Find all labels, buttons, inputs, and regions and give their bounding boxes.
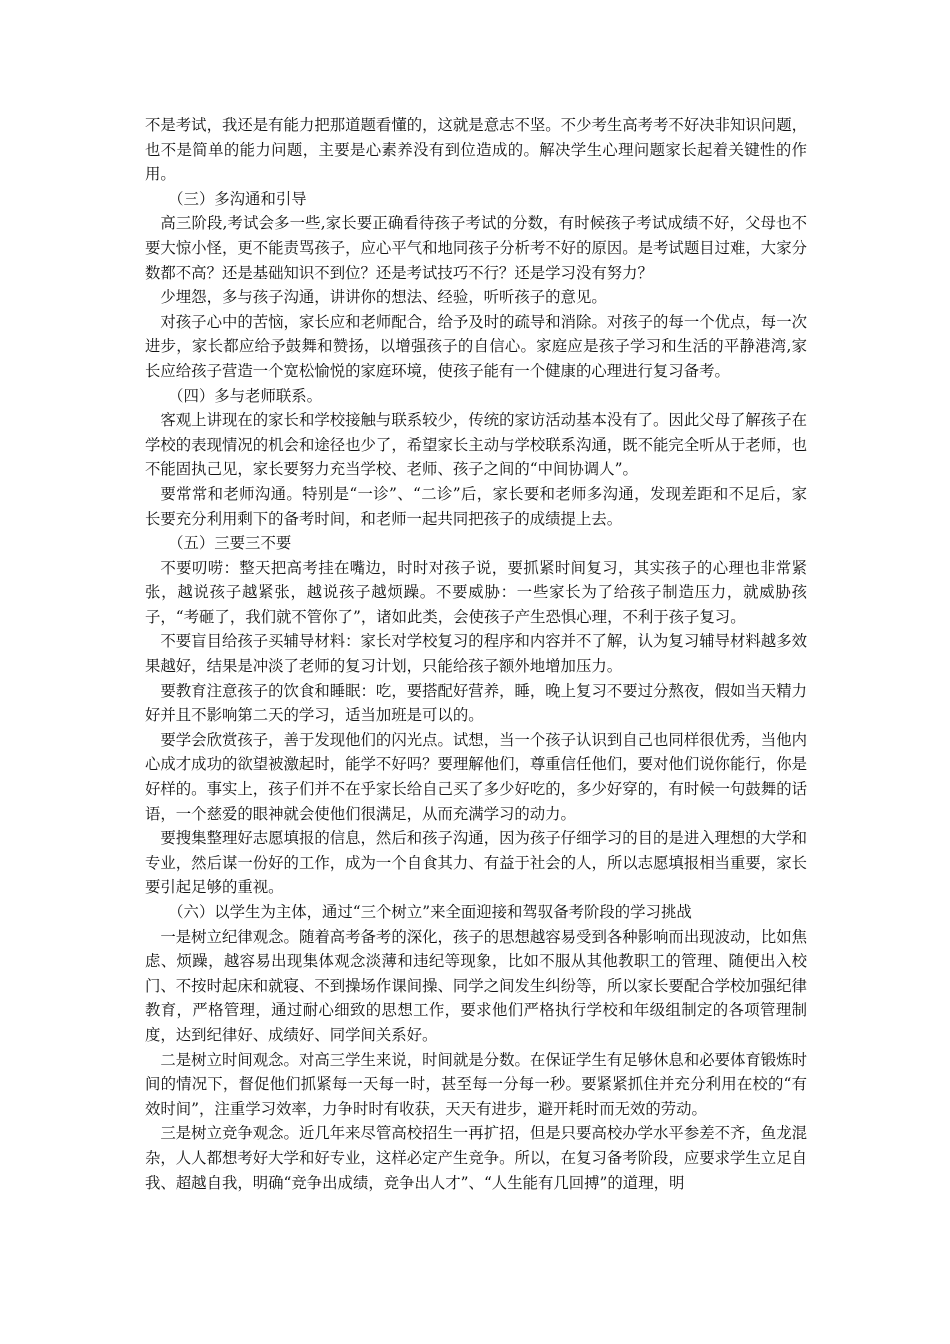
- paragraph: 不要叨唠：整天把高考挂在嘴边，时时对孩子说，要抓紧时间复习，其实孩子的心理也非常紧张，越说孩子越紧张，越说孩子越烦躁。不要威胁：一些家长为了给孩子制造压力，就威胁孩子，“考砸了，我们就不管你了”，诸如此类，会使孩子产生恐惧心理，不利于孩子复习。: [145, 558, 807, 626]
- paragraph: 对孩子心中的苦恼，家长应和老师配合，给予及时的疏导和消除。对孩子的每一个优点，每一次进步，家长都应给予鼓舞和赞扬，以增强孩子的自信心。家庭应是孩子学习和生活的平静港湾,家长应给孩子营造一个宽松愉悦的家庭环境，使孩子能有一个健康的心理进行复习备考。: [145, 312, 807, 380]
- paragraph: 要搜集整理好志愿填报的信息，然后和孩子沟通，因为孩子仔细学习的目的是进入理想的大学和专业，然后谋一份好的工作，成为一个自食其力、有益于社会的人，所以志愿填报相当重要，家长要引起足够的重视。: [145, 829, 807, 897]
- paragraph: 要教育注意孩子的饮食和睡眠：吃，要搭配好营养，睡，晚上复习不要过分熬夜，假如当天精力好并且不影响第二天的学习，适当加班是可以的。: [145, 681, 807, 725]
- paragraph: 少埋怨，多与孩子沟通，讲讲你的想法、经验，听听孩子的意见。: [160, 288, 607, 307]
- paragraph: 要常常和老师沟通。特别是“一诊”、“二诊”后，家长要和老师多沟通，发现差距和不足后，家长要充分利用剩下的备考时间，和老师一起共同把孩子的成绩提上去。: [145, 484, 807, 528]
- section-heading-6: （六）以学生为主体，通过“三个树立”来全面迎接和驾驭备考阶段的学习挑战: [168, 903, 692, 921]
- section-heading-3: （三）多沟通和引导: [168, 189, 307, 208]
- paragraph: 要学会欣赏孩子，善于发现他们的闪光点。试想，当一个孩子认识到自己也同样很优秀，当他内心成才成功的欲望被激起时，能学不好吗？要理解他们，尊重信任他们，要对他们说你能行，你是好样的。事实上，孩子们并不在乎家长给自己买了多少好吃的，多少好穿的，有时候一句鼓舞的话语，一个慈爱的眼神就会使他们很满足，从而充满学习的动力。: [145, 730, 807, 823]
- document-page: [145, 113, 807, 1195]
- section-heading-4: （四）多与老师联系。: [168, 386, 323, 405]
- paragraph: 三是树立竞争观念。近几年来尽管高校招生一再扩招，但是只要高校办学水平参差不齐，鱼龙混杂，人人都想考好大学和好专业，这样必定产生竞争。所以，在复习备考阶段，应要求学生立足自我、超越自我，明确“竞争出成绩，竞争出人才”、“人生能有几回搏”的道理，明: [145, 1124, 807, 1192]
- paragraph-continued: 不是考试，我还是有能力把那道题看懂的，这就是意志不坚。不少考生高考考不好决非知识问题，也不是简单的能力问题，主要是心素养没有到位造成的。解决学生心理问题家长起着关键性的作用。: [145, 116, 807, 184]
- paragraph: 高三阶段,考试会多一些,家长要正确看待孩子考试的分数，有时候孩子考试成绩不好，父母也不要大惊小怪，更不能责骂孩子，应心平气和地同孩子分析考不好的原因。是考试题目过难，大家分数都不高？还是基础知识不到位？还是考试技巧不行？还是学习没有努力？: [145, 214, 807, 282]
- paragraph: 不要盲目给孩子买辅导材料：家长对学校复习的程序和内容并不了解，认为复习辅导材料越多效果越好，结果是冲淡了老师的复习计划，只能给孩子额外地增加压力。: [145, 632, 807, 676]
- section-heading-5: （五）三要三不要: [168, 534, 292, 553]
- paragraph: 客观上讲现在的家长和学校接触与联系较少，传统的家访活动基本没有了。因此父母了解孩子在学校的表现情况的机会和途径也少了，希望家长主动与学校联系沟通，既不能完全听从于老师，也不能固执己见，家长要努力充当学校、老师、孩子之间的“中间协调人”。: [145, 411, 807, 479]
- paragraph: 二是树立时间观念。对高三学生来说，时间就是分数。在保证学生有足够休息和必要体育锻炼时间的情况下，督促他们抓紧每一天每一时，甚至每一分每一秒。要紧紧抓住并充分利用在校的“有效时间”，注重学习效率，力争时时有收获，天天有进步，避开耗时而无效的劳动。: [145, 1050, 807, 1118]
- paragraph: 一是树立纪律观念。随着高考备考的深化，孩子的思想越容易受到各种影响而出现波动，比如焦虑、烦躁，越容易出现集体观念淡薄和违纪等现象，比如不服从其他教职工的管理、随便出入校门、不按时起床和就寝、不到操场作课间操、同学之间发生纠纷等，所以家长要配合学校加强纪律教育，严格管理，通过耐心细致的思想工作，要求他们严格执行学校和年级组制定的各项管理制度，达到纪律好、成绩好、同学间关系好。: [145, 927, 807, 1044]
